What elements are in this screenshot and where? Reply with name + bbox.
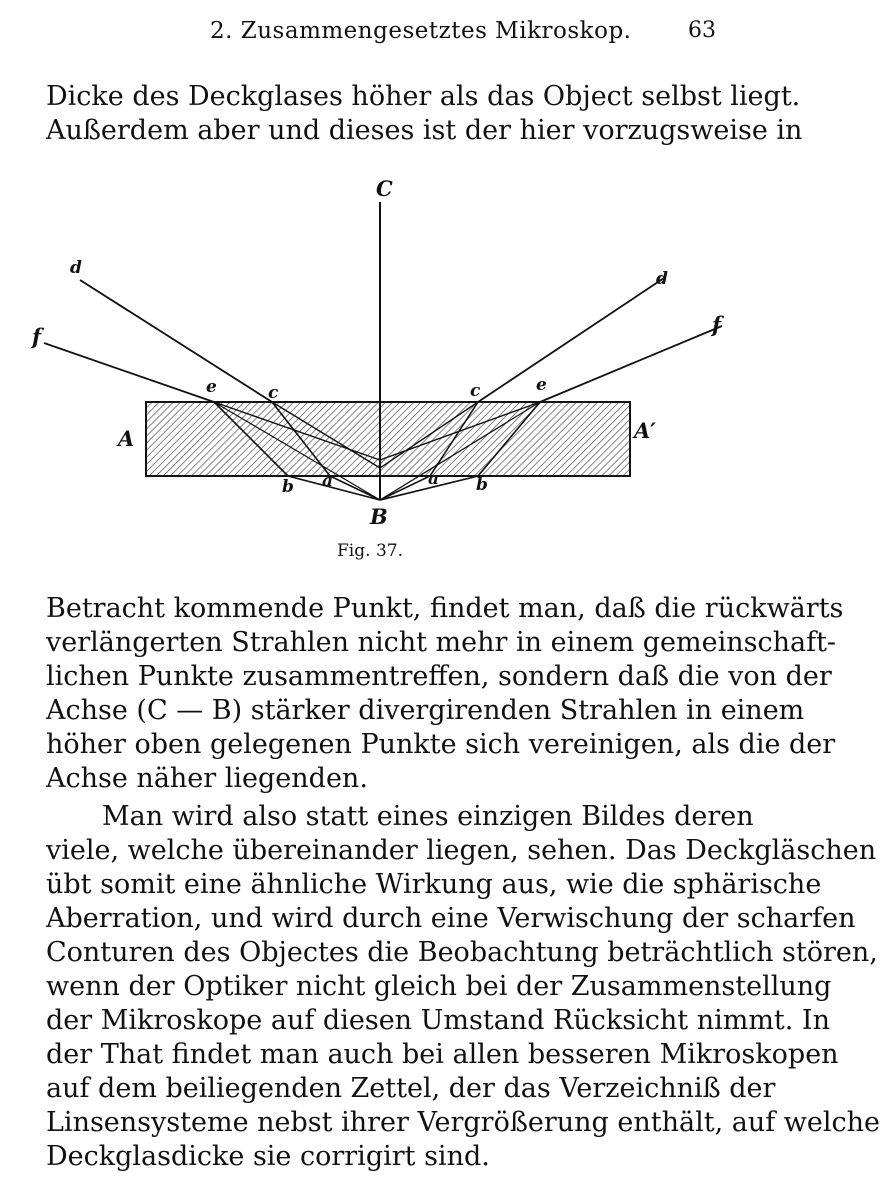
cover-glass: [146, 402, 630, 476]
page-header: [0, 18, 740, 50]
text-line: Betracht kommende Punkt, findet man, daß die rückwärts: [46, 593, 844, 624]
text-line: verlängerten Strahlen nicht mehr in einem gemeinschaft-: [46, 627, 837, 658]
text-line: übt somit eine ähnliche Wirkung aus, wie die sphärische: [46, 869, 822, 900]
text-line: Achse (C — B) stärker divergirenden Strahlen in einem: [46, 695, 805, 726]
ray-f-right: [540, 326, 722, 402]
label-a-right: a: [428, 469, 440, 489]
text-line: Achse näher liegenden.: [46, 763, 368, 794]
label-a-prime: A′: [634, 418, 656, 443]
label-c-left: c: [268, 383, 279, 403]
optics-diagram: [0, 172, 740, 532]
text-line: Dicke des Deckglases höher als das Object selbst liegt.: [46, 81, 801, 112]
text-line: höher oben gelegenen Punkte sich vereinigen, als die der: [46, 729, 836, 760]
label-b-right: b: [476, 475, 488, 495]
page-number: 63: [688, 18, 716, 43]
label-c-axis: C: [376, 176, 393, 201]
ray-d-left: [80, 280, 272, 402]
label-e-right: e: [536, 375, 547, 395]
text-line: Aberration, und wird durch eine Verwischung der scharfen: [46, 903, 856, 934]
figure-37: [0, 172, 740, 532]
text-line: viele, welche übereinander liegen, sehen. Das Deckgläschen: [46, 835, 877, 866]
label-d-right: d: [656, 269, 668, 289]
ray-f-left: [44, 343, 214, 402]
text-line: der That findet man auch bei allen besseren Mikroskopen: [46, 1039, 839, 1070]
text-line: Man wird also statt eines einzigen Bildes deren: [102, 801, 754, 832]
label-d-left: d: [70, 258, 82, 278]
figure-caption: Fig. 37.: [337, 541, 403, 561]
label-a-left: a: [322, 471, 334, 491]
label-e-left: e: [206, 377, 217, 397]
label-f-left: f: [32, 324, 42, 349]
text-line: Deckglasdicke sie corrigirt sind.: [46, 1141, 490, 1172]
ray-d-right: [478, 278, 664, 402]
label-c-right: c: [470, 381, 481, 401]
label-f-right: f: [712, 312, 722, 337]
running-head: 2. Zusammengesetztes Mikroskop.: [210, 18, 632, 44]
text-line: Außerdem aber und dieses ist der hier vorzugsweise in: [46, 115, 803, 146]
text-line: der Mikroskope auf diesen Umstand Rücksicht nimmt. In: [46, 1005, 830, 1036]
text-line: Linsensysteme nebst ihrer Vergrößerung enthält, auf welche: [46, 1107, 880, 1138]
text-line: lichen Punkte zusammentreffen, sondern daß die von der: [46, 661, 832, 692]
label-a-upper: A: [118, 426, 135, 451]
label-b-object: B: [370, 504, 388, 529]
text-line: wenn der Optiker nicht gleich bei der Zusammenstellung: [46, 971, 832, 1002]
text-line: Conturen des Objectes die Beobachtung beträchtlich stören,: [46, 937, 878, 968]
text-line: auf dem beiliegenden Zettel, der das Verzeichniß der: [46, 1073, 776, 1104]
label-b-left: b: [282, 477, 294, 497]
